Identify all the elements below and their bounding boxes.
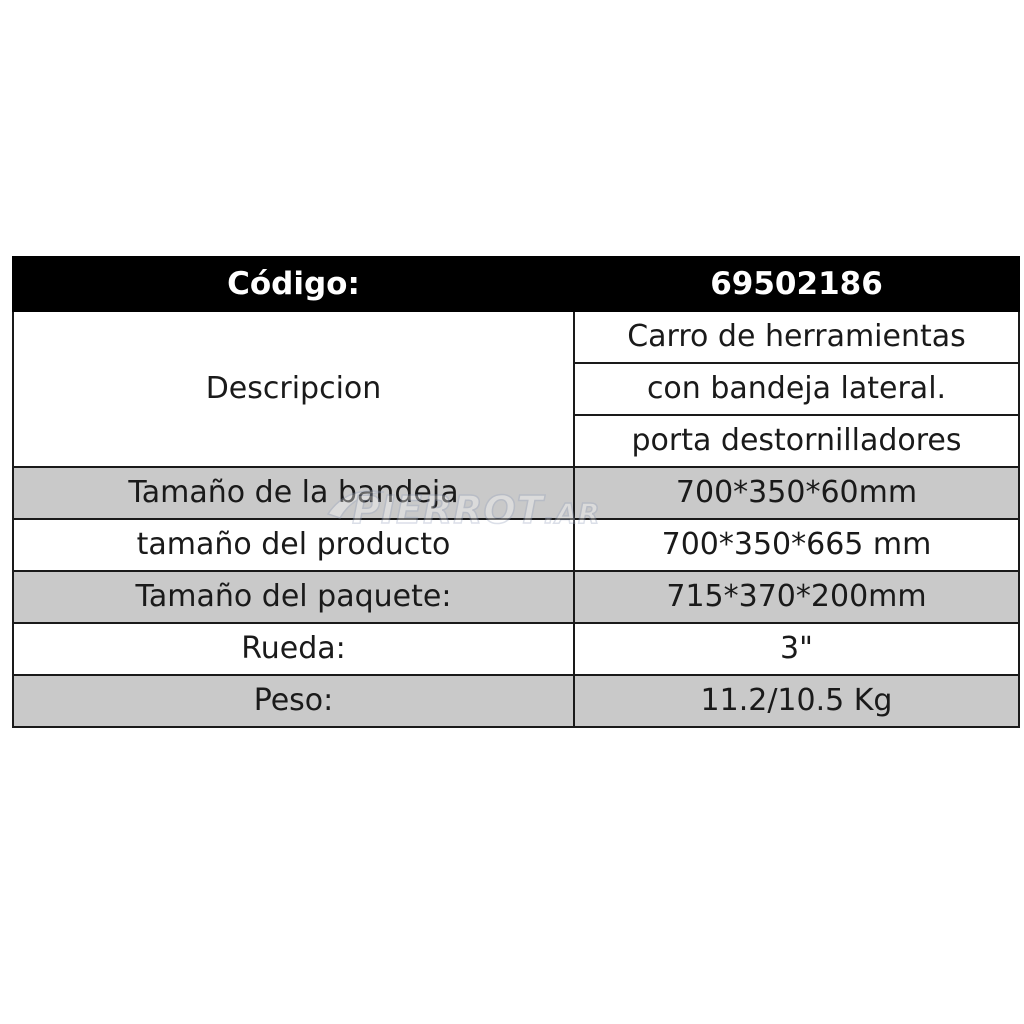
table-row bbox=[13, 571, 1019, 623]
weight-value: 11.2/10.5 Kg bbox=[574, 675, 1019, 727]
weight-label: Peso: bbox=[13, 675, 574, 727]
product-size-value: 700*350*665 mm bbox=[574, 519, 1019, 571]
table-header-row bbox=[13, 257, 1019, 311]
wheel-value: 3" bbox=[574, 623, 1019, 675]
tray-size-label: Tamaño de la bandeja bbox=[13, 467, 574, 519]
description-label: Descripcion bbox=[13, 311, 574, 467]
table-row bbox=[13, 623, 1019, 675]
package-size-label: Tamaño del paquete: bbox=[13, 571, 574, 623]
code-value: 69502186 bbox=[574, 257, 1019, 311]
table-row bbox=[13, 467, 1019, 519]
product-size-label: tamaño del producto bbox=[13, 519, 574, 571]
table-row bbox=[13, 311, 1019, 363]
table-row bbox=[13, 519, 1019, 571]
table-row bbox=[13, 675, 1019, 727]
package-size-value: 715*370*200mm bbox=[574, 571, 1019, 623]
description-line: porta destornilladores bbox=[574, 415, 1019, 467]
description-line: con bandeja lateral. bbox=[574, 363, 1019, 415]
tray-size-value: 700*350*60mm bbox=[574, 467, 1019, 519]
code-label: Código: bbox=[13, 257, 574, 311]
wheel-label: Rueda: bbox=[13, 623, 574, 675]
description-line: Carro de herramientas bbox=[574, 311, 1019, 363]
product-spec-table bbox=[12, 256, 1020, 728]
watermark-text: PIERROT.AR bbox=[352, 488, 601, 532]
